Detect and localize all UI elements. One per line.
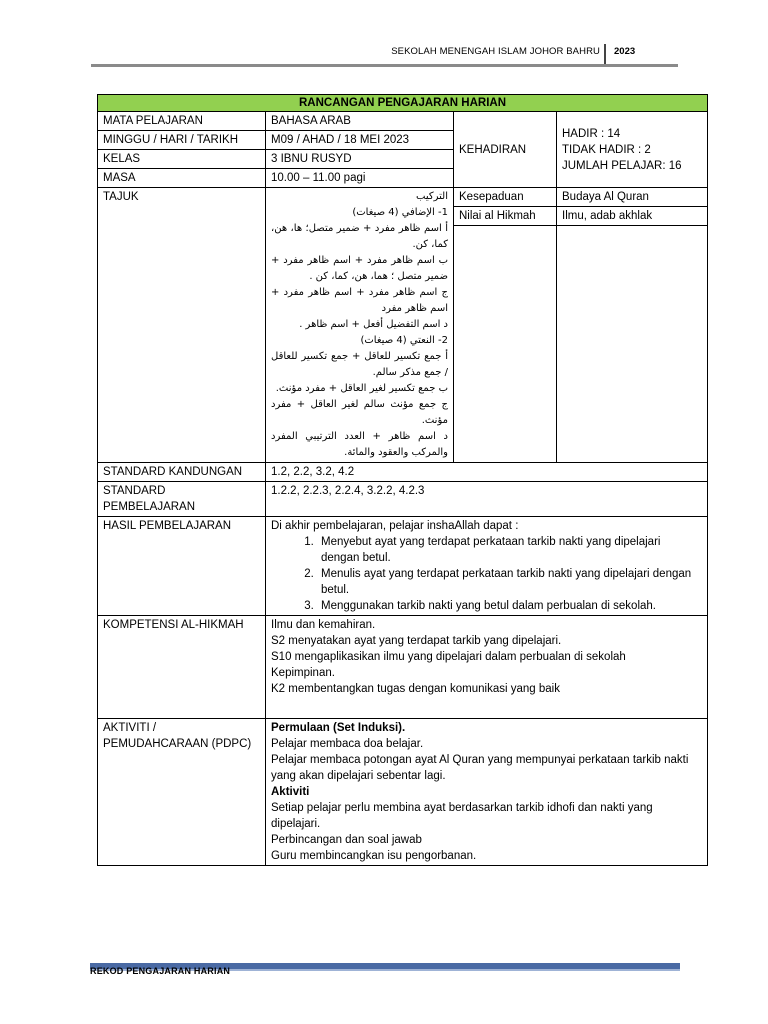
kehadiran-values (557, 112, 708, 188)
lesson-plan-table (97, 94, 708, 866)
kompetensi-line: S10 mengaplikasikan ilmu yang dipelajari dalam perbualan di sekolah (271, 651, 626, 663)
kompetensi-line: K2 membentangkan tugas dengan komunikasi yang baik (271, 683, 560, 695)
tajuk-line: ب جمع تكسير لغير العاقل + مفرد مؤنث. (275, 383, 448, 394)
aktiviti-line: Perbincangan dan soal jawab (271, 834, 422, 846)
tajuk-line: 1- الإضافي (4 صيغات) (352, 207, 448, 218)
tajuk-line: أ اسم ظاهر مفرد + ضمير متصل؛ ها، هن، كما، كن. (271, 223, 448, 250)
hasil-pembelajaran-label: HASIL PEMBELAJARAN (98, 517, 266, 616)
nilai-value: Ilmu, adab akhlak (557, 207, 708, 226)
tajuk-empty-cell (454, 226, 557, 463)
school-name: SEKOLAH MENENGAH ISLAM JOHOR BAHRU (391, 46, 600, 57)
kelas-label: KELAS (98, 150, 266, 169)
aktiviti-content (266, 719, 708, 866)
minggu-value: M09 / AHAD / 18 MEI 2023 (266, 131, 454, 150)
minggu-label: MINGGU / HARI / TARIKH (98, 131, 266, 150)
hasil-list (271, 534, 702, 614)
standard-pembelajaran-value: 1.2.2, 2.2.3, 2.2.4, 3.2.2, 4.2.3 (266, 482, 708, 517)
mata-pelajaran-label: MATA PELAJARAN (98, 112, 266, 131)
kompetensi-line: S2 menyatakan ayat yang terdapat tarkib yang dipelajari. (271, 635, 562, 647)
tajuk-line: ب اسم ظاهر مفرد + اسم ظاهر مفرد + ضمير متصل ؛ هما، هن، كما، كن . (271, 255, 448, 282)
aktiviti-heading: Permulaan (Set Induksi). (271, 722, 406, 734)
aktiviti-heading: Aktiviti (271, 786, 310, 798)
hasil-item: 2. Menulis ayat yang terdapat perkataan tarkib nakti yang dipelajari dengan betul. (317, 566, 702, 598)
kompetensi-content (266, 616, 708, 719)
header-year: 2023 (614, 46, 636, 57)
tajuk-line: التركيب (416, 191, 448, 202)
tajuk-arabic-content (266, 188, 454, 463)
hasil-intro: Di akhir pembelajaran, pelajar inshaAllah dapat : (271, 520, 519, 532)
hasil-item: 3. Menggunakan tarkib nakti yang betul dalam perbualan di sekolah. (317, 598, 702, 614)
standard-kandungan-label: STANDARD KANDUNGAN (98, 463, 266, 482)
page-header (92, 44, 678, 62)
kelas-value: 3 IBNU RUSYD (266, 150, 454, 169)
aktiviti-line: Pelajar membaca potongan ayat Al Quran yang mempunyai perkataan tarkib nakti yang akan dipelajari sebentar lagi. (271, 754, 689, 782)
header-rule (91, 64, 678, 67)
hadir-count: HADIR : 14 (562, 127, 621, 140)
tidak-hadir-count: TIDAK HADIR : 2 (562, 143, 651, 156)
tajuk-label: TAJUK (98, 188, 266, 463)
tajuk-line: 2- النعتي (4 صيغات) (360, 335, 448, 346)
aktiviti-line: Setiap pelajar perlu membina ayat berdasarkan tarkib idhofi dan nakti yang dipelajari. (271, 802, 653, 830)
nilai-label: Nilai al Hikmah (454, 207, 557, 226)
kompetensi-line: Ilmu dan kemahiran. (271, 619, 376, 631)
mata-pelajaran-value: BAHASA ARAB (266, 112, 454, 131)
jumlah-pelajar: JUMLAH PELAJAR: 16 (562, 159, 682, 172)
footer-text: REKOD PENGAJARAN HARIAN (90, 966, 231, 976)
tajuk-line: ج اسم ظاهر مفرد + اسم ظاهر مفرد + اسم ظاهر مفرد (271, 287, 448, 314)
kesepaduan-value: Budaya Al Quran (557, 188, 708, 207)
aktiviti-line: Guru membincangkan isu pengorbanan. (271, 850, 477, 862)
masa-value: 10.00 – 11.00 pagi (266, 169, 454, 188)
kompetensi-line: Kepimpinan. (271, 667, 335, 679)
tajuk-line: د اسم ظاهر + العدد الترتيبي المفرد والمركب والعقود والمائة. (271, 431, 448, 458)
masa-label: MASA (98, 169, 266, 188)
kompetensi-label: KOMPETENSI AL-HIKMAH (98, 616, 266, 719)
standard-pembelajaran-label: STANDARD PEMBELAJARAN (98, 482, 266, 517)
aktiviti-label: AKTIVITI / PEMUDAHCARAAN (PDPC) (98, 719, 266, 866)
standard-kandungan-value: 1.2, 2.2, 3.2, 4.2 (266, 463, 708, 482)
header-divider (604, 44, 606, 64)
tajuk-line: د اسم التفضيل أفعل + اسم ظاهر . (299, 319, 448, 330)
tajuk-line: أ جمع تكسير للعاقل + جمع تكسير للعاقل / جمع مذكر سالم. (271, 351, 448, 378)
table-title: RANCANGAN PENGAJARAN HARIAN (98, 95, 708, 112)
kehadiran-label: KEHADIRAN (454, 112, 557, 188)
tajuk-line: ج جمع مؤنث سالم لغير العاقل + مفرد مؤنث. (271, 399, 448, 426)
kesepaduan-label: Kesepaduan (454, 188, 557, 207)
hasil-pembelajaran-content (266, 517, 708, 616)
hasil-item: 1. Menyebut ayat yang terdapat perkataan tarkib nakti yang dipelajari dengan betul. (317, 534, 702, 566)
aktiviti-line: Pelajar membaca doa belajar. (271, 738, 424, 750)
tajuk-empty-cell (557, 226, 708, 463)
